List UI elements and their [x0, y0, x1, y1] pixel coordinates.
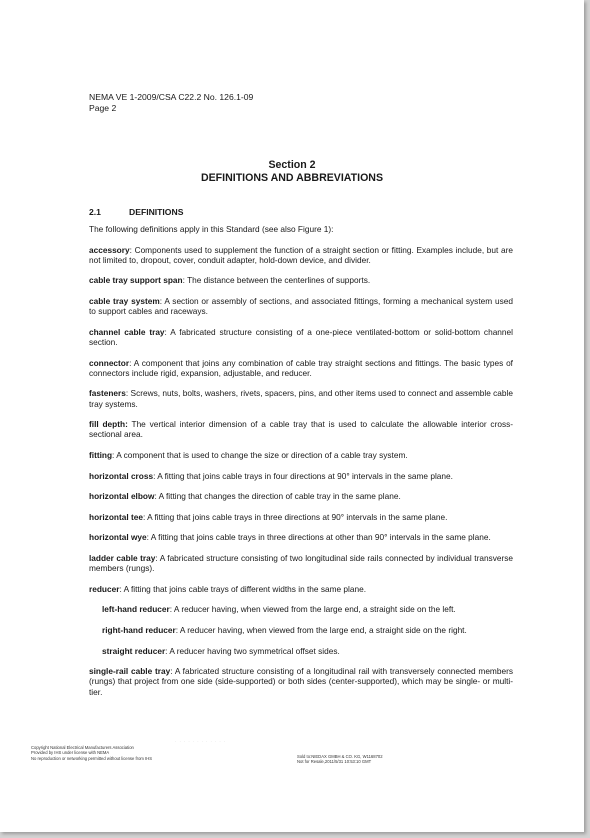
definition-text: : A fitting that joins cable trays in four directions at 90° intervals in the same plane.: [153, 470, 453, 481]
definition-text: : A reducer having two symmetrical offset sides.: [165, 645, 340, 656]
copyright-footer: [31, 745, 152, 761]
intro-paragraph: The following definitions apply in this Standard (see also Figure 1):: [89, 224, 334, 234]
definitions-body: [89, 224, 513, 707]
definition-reducer: [89, 584, 513, 594]
definition-text: : Screws, nuts, bolts, washers, rivets, spacers, pins, and other items used to connect and assemble cable tray systems.: [89, 388, 513, 409]
definition-text: : A fitting that joins cable trays in three directions at 90° intervals in the same plane.: [142, 511, 448, 522]
page-header: [89, 92, 253, 114]
section-heading: [0, 159, 584, 185]
definition-accessory: [89, 245, 513, 265]
definition-term: horizontal cross: [89, 470, 154, 481]
definition-text: The vertical interior dimension of a cable tray that is used to calculate the allowable interior cross-sectional area.: [89, 419, 514, 440]
definition-term: horizontal tee: [89, 511, 143, 522]
resale-line: Not for Resale,2011/5/31 10:53:10 GMT: [297, 759, 372, 765]
sale-footer: [297, 754, 383, 765]
definition-text: : A fitting that joins cable trays of different widths in the same plane.: [119, 583, 367, 594]
definition-term: cable tray support span: [89, 275, 183, 286]
definition-horizontal-wye: [89, 532, 513, 542]
definition-term: channel cable tray: [89, 326, 165, 337]
definition-single-rail-cable-tray: [89, 666, 513, 697]
definition-term: single-rail cable tray: [89, 666, 171, 677]
definition-horizontal-tee: [89, 512, 513, 522]
definition-term: cable tray system: [89, 295, 160, 306]
definition-text: : A component that is used to change the size or direction of a cable tray system.: [112, 449, 408, 460]
subsection-heading: [89, 207, 183, 217]
reproduction-line: No reproduction or networking permitted without license from IHS: [31, 755, 153, 761]
sold-to-line: Sold to:NIEDAX GMBH & CO. KG, W1168702: [297, 754, 383, 759]
definition-term: ladder cable tray: [89, 552, 156, 563]
definition-text: : A section or assembly of sections, and associated fittings, forming a mechanical system used to support cables and raceways.: [89, 295, 513, 317]
definition-term: connector: [89, 357, 130, 368]
definition-horizontal-cross: [89, 471, 513, 481]
definition-text: : The distance between the centerlines of supports.: [182, 275, 371, 286]
definition-term: fasteners: [89, 388, 126, 399]
license-line: Provided by IHS under license with NEMA: [31, 750, 110, 756]
definition-right-hand-reducer: [89, 625, 513, 635]
definition-text: : A component that joins any combination of cable tray straight sections and fittings. The basic types of connectors include rigid, expansion, adjustable, and reducer.: [89, 357, 513, 378]
section-number: Section 2: [268, 159, 316, 171]
definition-connector: [89, 358, 513, 378]
definition-term: horizontal wye: [89, 532, 147, 543]
definition-cable-tray-system: [89, 296, 513, 316]
definition-text: : A reducer having, when viewed from the large end, a straight side on the left.: [169, 604, 456, 615]
subsection-title: DEFINITIONS: [129, 207, 184, 217]
definition-fitting: [89, 450, 513, 460]
faint-watermark-mark: · · · · · · · · · · · ·: [175, 739, 227, 744]
subsection-number: 2.1: [89, 207, 101, 217]
definition-text: : A fitting that joins cable trays in three directions at other than 90° intervals in the same plane.: [146, 532, 491, 543]
definition-text: : A reducer having, when viewed from the large end, a straight side on the right.: [175, 624, 467, 635]
definition-text: : Components used to supplement the function of a straight section or fitting. Examples include, but are not limited to, dropout, cover, conduit adapter, hold-down device, and divider.: [89, 244, 513, 265]
definition-ladder-cable-tray: [89, 553, 513, 573]
definition-channel-cable-tray: [89, 327, 513, 347]
standard-designation: NEMA VE 1-2009/CSA C22.2 No. 126.1-09: [89, 92, 254, 102]
definition-term: reducer: [89, 583, 120, 594]
definition-left-hand-reducer: [89, 604, 513, 614]
definition-term: straight reducer: [102, 645, 166, 656]
definition-text: : A fabricated structure consisting of two longitudinal side rails connected by individual transverse members (rungs).: [89, 552, 513, 574]
definition-text: : A fabricated structure consisting of a longitudinal rail with transversely connected members (rungs) that project from one side (side-supported) or both sides (center-supported), which may be single- or multi-tier.: [89, 666, 513, 697]
section-title: DEFINITIONS AND ABBREVIATIONS: [200, 172, 384, 184]
definition-term: horizontal elbow: [89, 491, 155, 502]
definition-horizontal-elbow: [89, 491, 513, 501]
definition-term: fill depth:: [89, 419, 128, 430]
definition-term: left-hand reducer: [102, 604, 170, 615]
definition-fill-depth: [89, 419, 513, 439]
definition-term: right-hand reducer: [102, 624, 176, 635]
definition-text: : A fabricated structure consisting of a one-piece ventilated-bottom or solid-bottom channel section.: [89, 326, 513, 347]
definition-term: fitting: [89, 449, 113, 460]
definition-text: : A fitting that changes the direction of cable tray in the same plane.: [154, 491, 401, 502]
page-number: Page 2: [89, 103, 117, 113]
copyright-line: Copyright National Electrical Manufacturers Association: [31, 745, 134, 750]
definition-straight-reducer: [89, 646, 513, 656]
definition-term: accessory: [89, 244, 130, 255]
definition-fasteners: [89, 388, 513, 408]
definition-cable-tray-support-span: [89, 275, 513, 285]
